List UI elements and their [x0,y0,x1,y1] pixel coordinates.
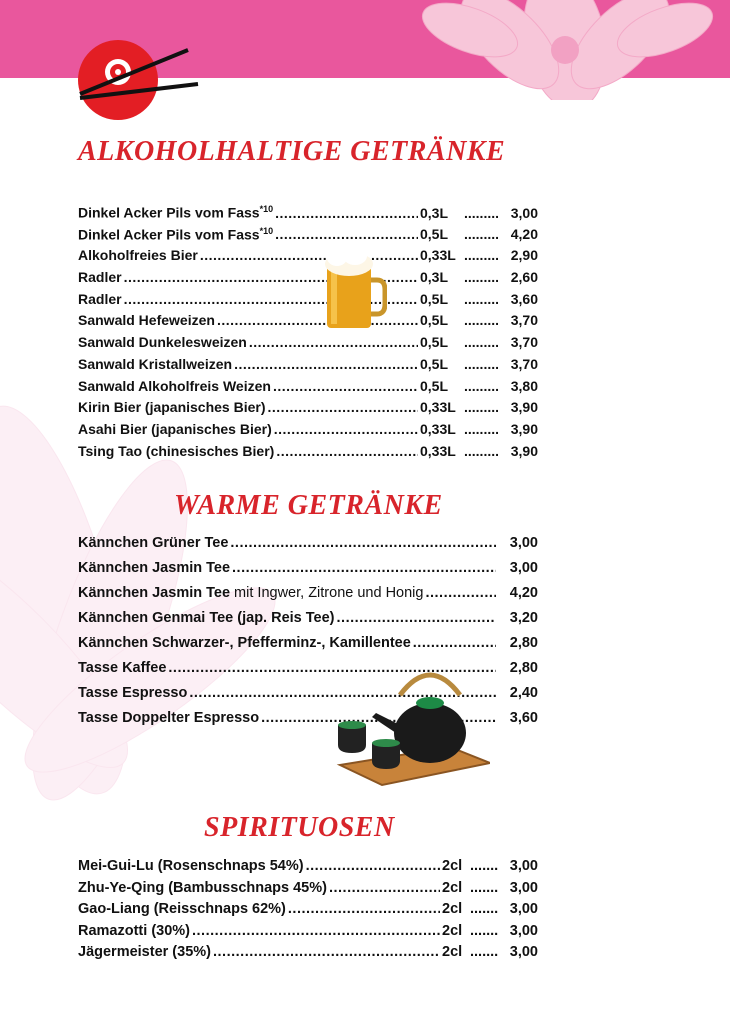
item-name [78,334,247,350]
menu-item [78,560,538,585]
item-price: 3,70 [510,355,538,372]
item-volume: 0,5L [420,334,449,351]
dot-leader [464,226,498,242]
item-name [78,635,411,651]
menu-item [78,880,538,902]
dot-leader [425,585,496,601]
dot-leader [470,944,498,960]
item-price: 3,00 [509,922,538,939]
item-name [78,204,273,221]
item-name [78,443,274,459]
item-price: 4,20 [509,585,538,601]
item-name [78,269,122,285]
menu-item [78,269,538,291]
item-name [78,421,272,437]
menu-item [78,247,538,269]
dot-leader [464,378,498,394]
item-name-text: Kännchen Schwarzer-, Pfefferminz-, Kamillentee [78,635,411,651]
dot-leader [464,356,498,372]
dot-leader [288,901,440,917]
dot-leader [275,205,418,221]
section-title-warm: WARME GETRÄNKE [174,490,443,521]
item-price: 3,70 [510,312,538,329]
item-description: mit Ingwer, Zitrone und Honig [230,585,424,601]
dot-leader [470,858,498,874]
menu-item [78,923,538,945]
dot-leader [329,880,440,896]
menu-item [78,291,538,313]
item-footnote: *10 [259,225,274,236]
item-name-text: Sanwald Hefeweizen [78,312,215,329]
item-volume: 0,5L [420,290,449,307]
item-name-text: Asahi Bier (japanisches Bier) [78,420,272,437]
item-price: 3,90 [510,442,538,459]
item-name-text: Dinkel Acker Pils vom Fass [78,204,260,221]
item-price: 3,00 [509,858,538,874]
menu-item [78,356,538,378]
dot-leader [232,560,496,576]
item-price: 3,00 [509,944,538,960]
item-name-text: Kännchen Jasmin Tee [78,560,231,576]
dot-leader [268,399,418,415]
item-price: 3,00 [509,560,538,576]
item-name: Mei-Gui-Lu (Rosenschnaps 54%) [78,858,304,874]
item-name: Gao-Liang (Reisschnaps 62%) [78,901,286,917]
teapot-image [330,655,490,795]
menu-item [78,535,538,560]
menu-item [78,226,538,248]
item-name-text: Tasse Espresso [78,685,188,701]
item-name-text: Tasse Doppelter Espresso [78,710,260,726]
item-price: 2,80 [509,660,538,676]
dot-leader [337,610,496,626]
dot-leader [275,226,418,242]
item-price: 2,90 [510,247,538,264]
restaurant-logo [78,36,200,122]
item-volume: 0,5L [420,226,449,243]
menu-item [78,204,538,226]
item-price: 4,20 [510,226,538,243]
menu-item [78,334,538,356]
item-name [78,312,215,328]
item-price: 2,60 [510,269,538,286]
item-name [78,710,259,726]
item-price: 3,60 [509,710,538,726]
item-volume: 0,5L [420,377,449,394]
item-name-text: Radler [78,290,122,307]
section-title-spirits: SPIRITUOSEN [204,812,395,843]
item-name [78,247,198,263]
dot-leader [213,944,440,960]
item-volume: 2cl [442,858,463,874]
item-name [78,535,228,551]
menu-item [78,610,538,635]
item-volume: 0,3L [420,269,449,286]
dot-leader [306,858,440,874]
menu-item [78,378,538,400]
item-price: 3,20 [509,610,538,626]
item-name: Jägermeister (35%) [78,944,211,960]
dot-leader [217,312,418,328]
item-price: 2,40 [509,685,538,701]
dot-leader [464,399,498,415]
dot-leader [464,247,498,263]
item-name [78,560,230,576]
item-name-text: Radler [78,269,122,286]
dot-leader [464,205,498,221]
dot-leader [464,421,498,437]
dot-leader [273,378,418,394]
item-name-text: Sanwald Alkoholfreis Weizen [78,377,271,394]
item-price: 3,70 [510,334,538,351]
item-volume: 2cl [442,879,463,896]
dot-leader [464,334,498,350]
menu-item [78,944,538,966]
item-name-text: Dinkel Acker Pils vom Fass [78,226,260,243]
lotus-flower-decoration [400,0,730,100]
item-price: 3,90 [510,399,538,416]
item-volume: 2cl [442,901,463,917]
menu-item [78,399,538,421]
item-name [78,378,271,394]
item-volume: 2cl [442,922,463,939]
item-volume: 0,33L [420,442,456,459]
menu-item [78,421,538,443]
item-name [78,399,266,415]
item-volume: 0,5L [420,312,449,329]
item-price: 3,60 [510,290,538,307]
item-name-text: Kirin Bier (japanisches Bier) [78,399,266,416]
dot-leader [230,535,496,551]
item-name [78,660,166,676]
dot-leader [464,443,498,459]
menu-item [78,312,538,334]
item-name-text: Alkoholfreies Bier [78,247,198,264]
dot-leader [464,312,498,328]
item-name-text: Kännchen Genmai Tee (jap. Reis Tee) [78,610,335,626]
dot-leader [470,923,498,939]
item-name [78,356,232,372]
item-name-text: Kännchen Jasmin Tee [78,585,231,601]
dot-leader [192,923,440,939]
dot-leader [470,880,498,896]
dot-leader [464,269,498,285]
dot-leader [470,901,498,917]
item-name [78,226,273,243]
dot-leader [274,421,418,437]
item-name-text: Sanwald Kristallweizen [78,355,233,372]
item-name-text: Kännchen Grüner Tee [78,535,229,551]
beer-mug-image [323,244,387,330]
item-volume: 0,3L [420,204,449,221]
alcoholic-drinks-list [78,204,538,464]
item-name [78,291,122,307]
dot-leader [234,356,418,372]
item-name [78,585,423,601]
item-name-text: Tasse Kaffee [78,660,167,676]
item-name: Zhu-Ye-Qing (Bambusschnaps 45%) [78,879,327,896]
item-price: 3,00 [510,204,538,221]
item-price: 3,80 [510,377,538,394]
menu-item [78,443,538,465]
item-name: Ramazotti (30%) [78,922,190,939]
item-name-text: Tsing Tao (chinesisches Bier) [78,442,275,459]
item-volume: 0,5L [420,355,449,372]
dot-leader [249,334,418,350]
item-volume: 0,33L [420,420,456,437]
dot-leader [276,443,418,459]
dot-leader [413,635,496,651]
item-name [78,610,335,626]
item-volume: 0,33L [420,247,456,264]
section-title-alcoholic: ALKOHOLHALTIGE GETRÄNKE [78,136,506,167]
item-footnote: *10 [259,204,274,214]
item-price: 3,00 [509,535,538,551]
spirits-list [78,858,538,966]
item-name [78,685,187,701]
item-name-text: Sanwald Dunkelesweizen [78,334,247,351]
menu-item [78,901,538,923]
item-volume: 0,33L [420,399,456,416]
menu-item [78,585,538,610]
menu-item [78,858,538,880]
item-price: 3,90 [510,420,538,437]
dot-leader [464,291,498,307]
item-volume: 2cl [442,944,463,960]
item-price: 3,00 [509,901,538,917]
item-price: 3,00 [509,879,538,896]
item-price: 2,80 [509,635,538,651]
